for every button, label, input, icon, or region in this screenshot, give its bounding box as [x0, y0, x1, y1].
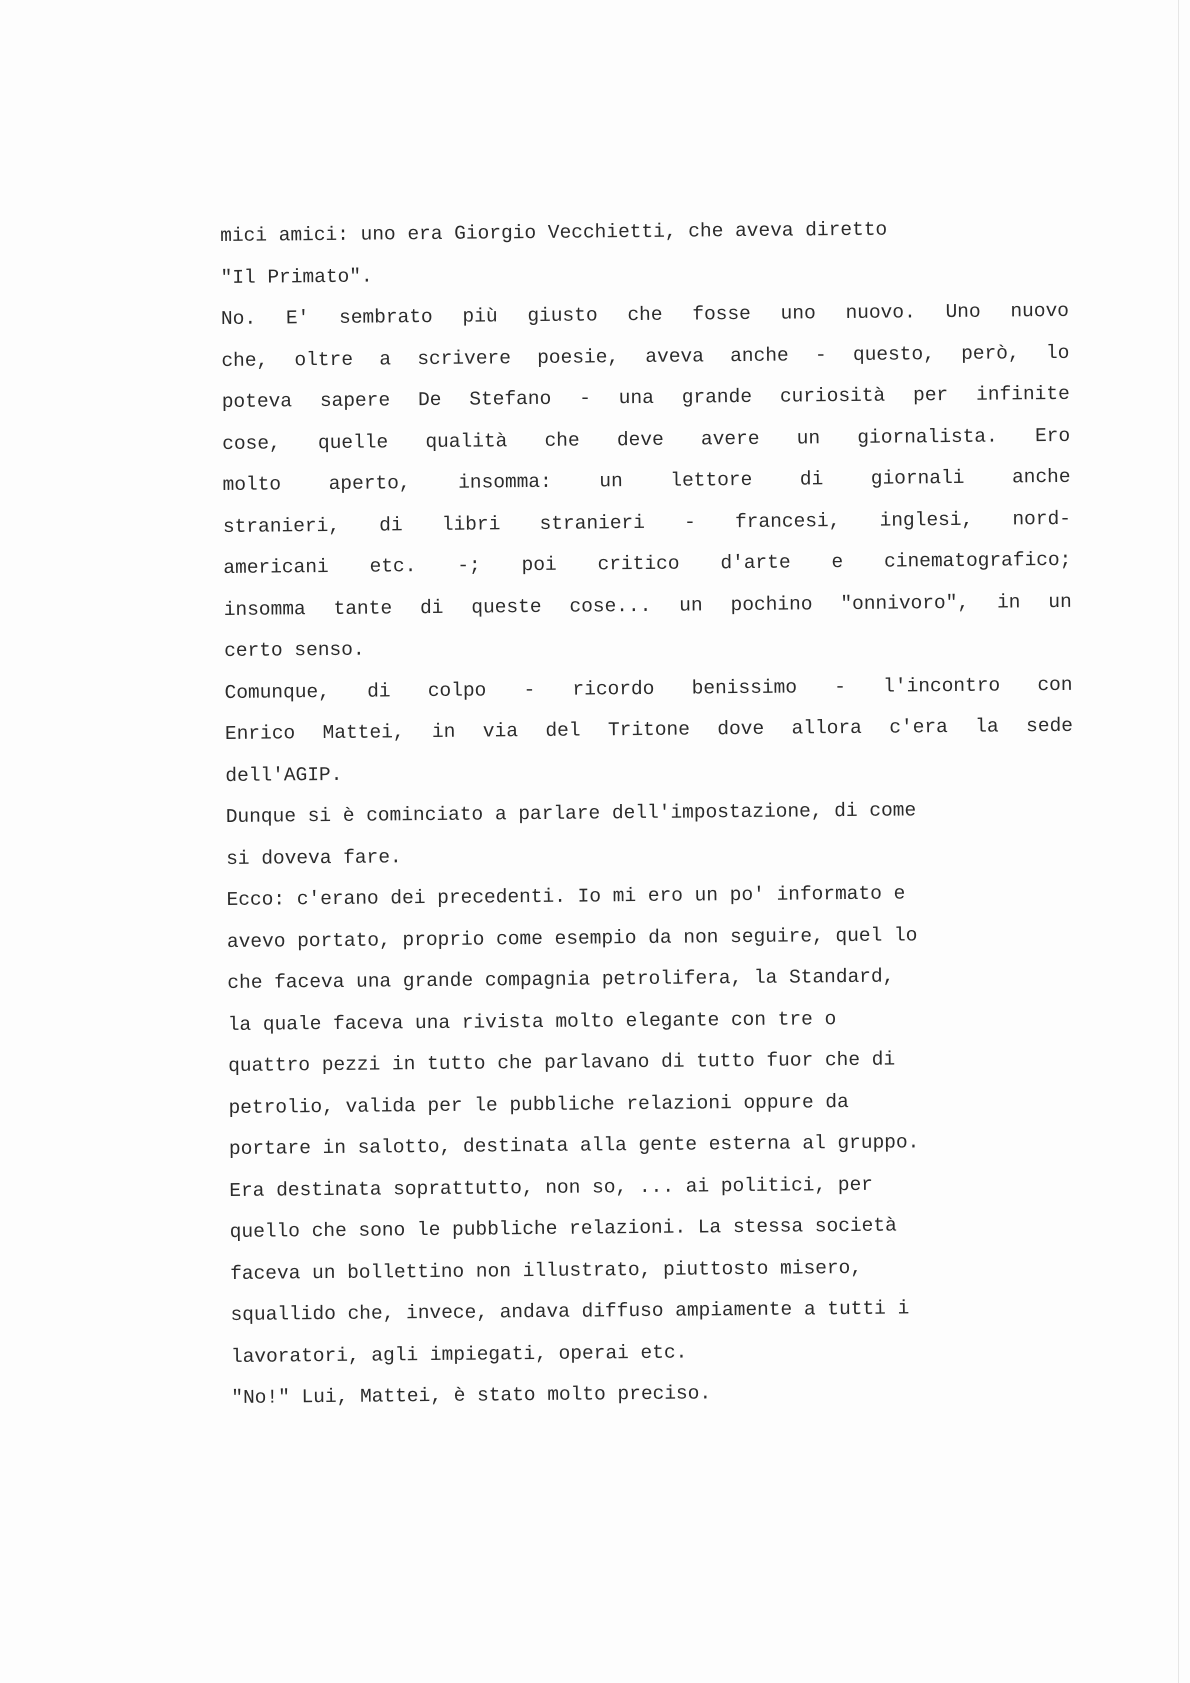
body-text [220, 208, 1080, 1420]
text-line: certo senso. [224, 638, 365, 662]
text-line: insomma tante di queste cose... un pochino "onnivoro", in un [223, 590, 1072, 621]
text-line: si doveva fare. [226, 845, 402, 870]
text-line: Era destinata soprattutto, non so, ... ai politici, per [229, 1173, 874, 1202]
text-line: poteva sapere De Stefano - una grande curiosità per infinite [221, 382, 1070, 413]
text-line: Comunque, di colpo - ricordo benissimo - l'incontro con [224, 673, 1073, 704]
text-line: No. E' sembrato più giusto che fosse uno nuovo. Uno nuovo [220, 299, 1070, 330]
text-line: portare in salotto, destinata alla gente esterna al gruppo. [228, 1131, 920, 1160]
text-line: Ecco: c'erano dei precedenti. Io mi ero un po' informato e [226, 882, 906, 911]
text-line: Dunque si è cominciato a parlare dell'impostazione, di come [225, 799, 917, 828]
text-line: mici amici: uno era Giorgio Vecchietti, che aveva diretto [220, 218, 888, 247]
text-line: avevo portato, proprio come esempio da non seguire, quel lo [226, 923, 918, 953]
text-line: stranieri, di libri stranieri - francesi, inglesi, nord- [222, 507, 1072, 538]
scan-edge-line [1178, 0, 1179, 1683]
text-line: Enrico Mattei, in via del Tritone dove allora c'era la sede [224, 714, 1074, 745]
text-line: squallido che, invece, andava diffuso ampiamente a tutti i [230, 1297, 910, 1326]
text-line: faceva un bollettino non illustrato, piuttosto misero, [230, 1256, 863, 1285]
text-line: cose, quelle qualità che deve avere un giornalista. Ero [222, 424, 1071, 455]
text-line: dell'AGIP. [225, 763, 343, 787]
text-line: la quale faceva una rivista molto elegante con tre o [227, 1007, 837, 1036]
text-line: "Il Primato". [220, 265, 373, 289]
text-line: che, oltre a scrivere poesie, aveva anche - questo, però, lo [221, 341, 1070, 372]
text-line: che faceva una grande compagnia petrolifera, la Standard, [227, 965, 895, 994]
text-line: americani etc. -; poi critico d'arte e cinematografico; [223, 548, 1072, 579]
text-line: petrolio, valida per le pubbliche relazioni oppure da [228, 1090, 849, 1119]
text-line: "No!" Lui, Mattei, è stato molto preciso. [231, 1382, 712, 1409]
text-line: quattro pezzi in tutto che parlavano di tutto fuor che di [228, 1048, 896, 1077]
text-line: quello che sono le pubbliche relazioni. La stessa società [229, 1214, 897, 1243]
text-line: molto aperto, insomma: un lettore di giornali anche [222, 465, 1071, 496]
text-line: lavoratori, agli impiegati, operai etc. [230, 1341, 688, 1368]
